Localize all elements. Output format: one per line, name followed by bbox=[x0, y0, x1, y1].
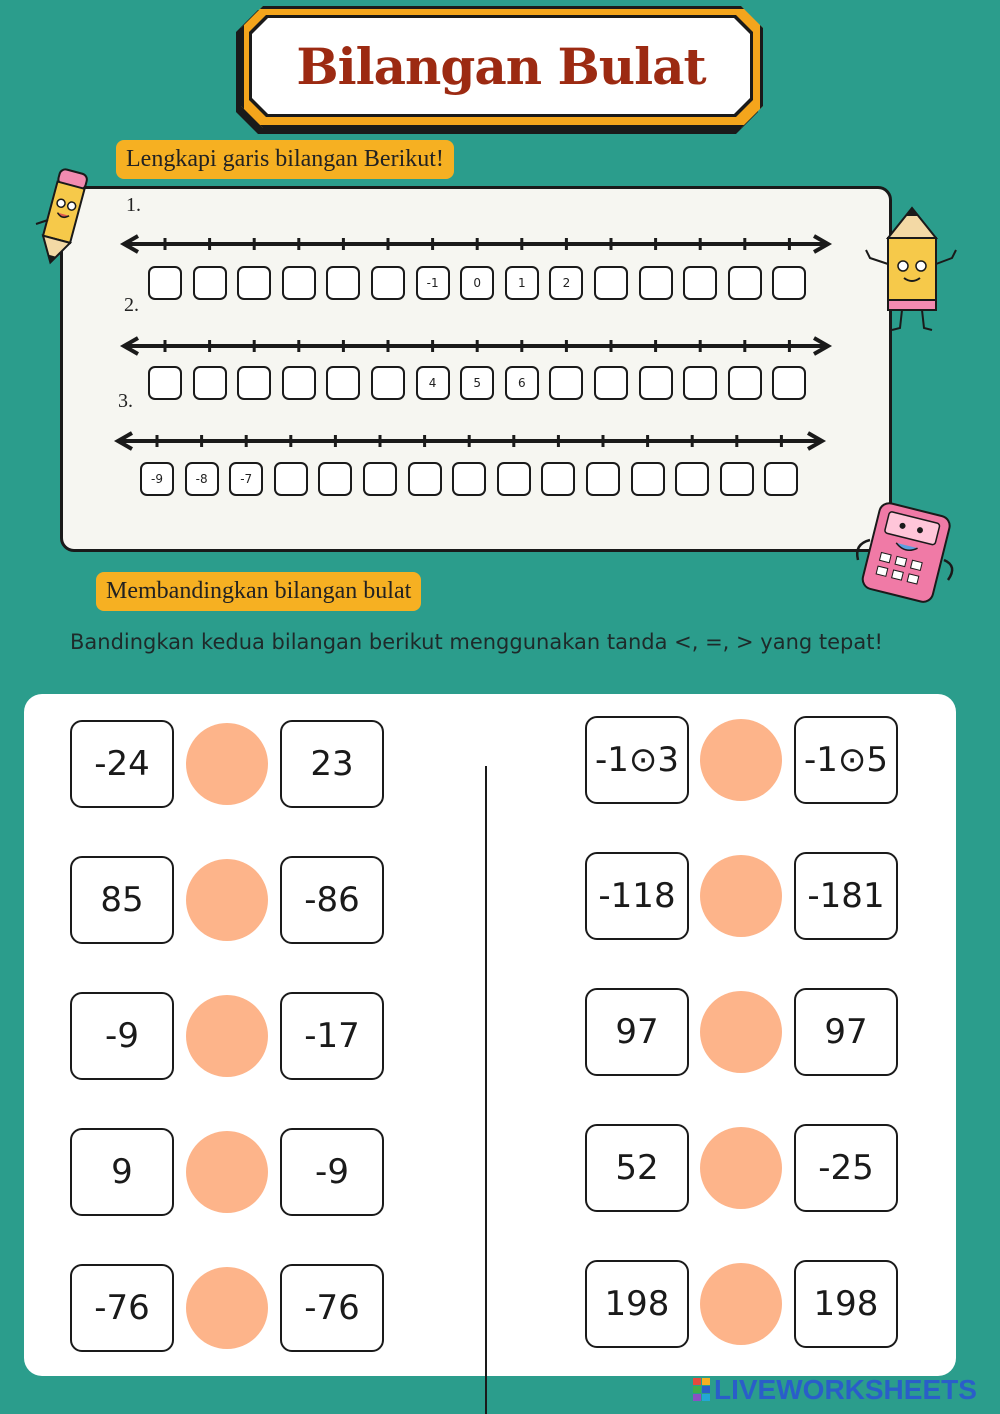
instruction-text: Bandingkan kedua bilangan berikut menggunakan tanda <, =, > yang tepat! bbox=[70, 630, 883, 654]
comparison-sign-input[interactable] bbox=[186, 723, 268, 805]
number-box-answer[interactable] bbox=[408, 462, 442, 496]
number-box-a: 85 bbox=[70, 856, 174, 944]
number-box-answer[interactable] bbox=[639, 266, 673, 300]
number-box-answer[interactable] bbox=[594, 366, 628, 400]
number-box-answer[interactable] bbox=[764, 462, 798, 496]
number-box-answer[interactable] bbox=[772, 266, 806, 300]
comparison-sign-input[interactable] bbox=[700, 855, 782, 937]
number-box-answer[interactable] bbox=[683, 266, 717, 300]
comparison-sign-input[interactable] bbox=[700, 1263, 782, 1345]
number-box-a: 198 bbox=[585, 1260, 689, 1348]
number-box-a: -9 bbox=[70, 992, 174, 1080]
number-line-label: 3. bbox=[118, 390, 133, 412]
number-box-answer[interactable] bbox=[772, 366, 806, 400]
number-box-given: 5 bbox=[460, 366, 494, 400]
number-box-answer[interactable] bbox=[541, 462, 575, 496]
number-box-a: -118 bbox=[585, 852, 689, 940]
section2-heading: Membandingkan bilangan bulat bbox=[96, 572, 421, 611]
number-box-answer[interactable] bbox=[631, 462, 665, 496]
number-box-given: -7 bbox=[229, 462, 263, 496]
number-box-answer[interactable] bbox=[237, 366, 271, 400]
number-box-answer[interactable] bbox=[675, 462, 709, 496]
number-box-b: -76 bbox=[280, 1264, 384, 1352]
number-box-answer[interactable] bbox=[683, 366, 717, 400]
number-line-label: 2. bbox=[124, 294, 139, 316]
number-box-answer[interactable] bbox=[639, 366, 673, 400]
number-box-given: 1 bbox=[505, 266, 539, 300]
number-box-given: 4 bbox=[416, 366, 450, 400]
number-box-a: -24 bbox=[70, 720, 174, 808]
number-box-given: 6 bbox=[505, 366, 539, 400]
number-box-a: 97 bbox=[585, 988, 689, 1076]
number-box-answer[interactable] bbox=[363, 462, 397, 496]
number-box-b: -86 bbox=[280, 856, 384, 944]
comparison-sign-input[interactable] bbox=[700, 991, 782, 1073]
number-box-answer[interactable] bbox=[193, 266, 227, 300]
watermark-text: LIVEWORKSHEETS bbox=[714, 1374, 977, 1405]
number-box-answer[interactable] bbox=[326, 266, 360, 300]
number-box-answer[interactable] bbox=[282, 366, 316, 400]
calculator-character-icon bbox=[848, 500, 960, 606]
number-box-answer[interactable] bbox=[728, 366, 762, 400]
number-box-b: 198 bbox=[794, 1260, 898, 1348]
comparison-sign-input[interactable] bbox=[186, 1131, 268, 1213]
liveworksheets-logo-icon bbox=[692, 1377, 712, 1403]
number-line-label: 1. bbox=[126, 194, 141, 216]
number-box-answer[interactable] bbox=[318, 462, 352, 496]
number-box-b: -17 bbox=[280, 992, 384, 1080]
pencil-character-right-icon bbox=[862, 204, 962, 336]
number-box-b: -9 bbox=[280, 1128, 384, 1216]
number-line-3 bbox=[118, 433, 822, 449]
number-box-answer[interactable] bbox=[452, 462, 486, 496]
number-box-a: -76 bbox=[70, 1264, 174, 1352]
number-box-answer[interactable] bbox=[326, 366, 360, 400]
number-line-2 bbox=[124, 338, 828, 354]
number-box-answer[interactable] bbox=[549, 366, 583, 400]
number-box-answer[interactable] bbox=[148, 366, 182, 400]
number-box-answer[interactable] bbox=[594, 266, 628, 300]
section1-heading: Lengkapi garis bilangan Berikut! bbox=[116, 140, 454, 179]
number-box-a: 9 bbox=[70, 1128, 174, 1216]
number-line-1 bbox=[124, 236, 828, 252]
number-box-b: -181 bbox=[794, 852, 898, 940]
number-box-given: 0 bbox=[460, 266, 494, 300]
comparison-sign-input[interactable] bbox=[186, 1267, 268, 1349]
page-title: Bilangan Bulat bbox=[296, 36, 706, 96]
number-box-given: -8 bbox=[185, 462, 219, 496]
number-box-a: -1⊙3 bbox=[585, 716, 689, 804]
column-divider bbox=[485, 766, 487, 1414]
number-box-answer[interactable] bbox=[193, 366, 227, 400]
number-box-given: -9 bbox=[140, 462, 174, 496]
number-box-b: 97 bbox=[794, 988, 898, 1076]
comparison-sign-input[interactable] bbox=[186, 995, 268, 1077]
number-box-answer[interactable] bbox=[371, 366, 405, 400]
number-box-a: 52 bbox=[585, 1124, 689, 1212]
number-box-answer[interactable] bbox=[148, 266, 182, 300]
number-box-b: -25 bbox=[794, 1124, 898, 1212]
number-box-answer[interactable] bbox=[237, 266, 271, 300]
number-box-answer[interactable] bbox=[497, 462, 531, 496]
comparison-sign-input[interactable] bbox=[700, 1127, 782, 1209]
number-box-given: -1 bbox=[416, 266, 450, 300]
number-box-answer[interactable] bbox=[586, 462, 620, 496]
number-box-b: 23 bbox=[280, 720, 384, 808]
number-box-answer[interactable] bbox=[728, 266, 762, 300]
comparison-sign-input[interactable] bbox=[700, 719, 782, 801]
liveworksheets-logo bbox=[692, 1374, 977, 1406]
number-box-answer[interactable] bbox=[282, 266, 316, 300]
number-box-answer[interactable] bbox=[274, 462, 308, 496]
pencil-character-left-icon bbox=[30, 164, 94, 274]
number-box-b: -1⊙5 bbox=[794, 716, 898, 804]
number-box-given: 2 bbox=[549, 266, 583, 300]
number-box-answer[interactable] bbox=[720, 462, 754, 496]
comparison-sign-input[interactable] bbox=[186, 859, 268, 941]
number-box-answer[interactable] bbox=[371, 266, 405, 300]
